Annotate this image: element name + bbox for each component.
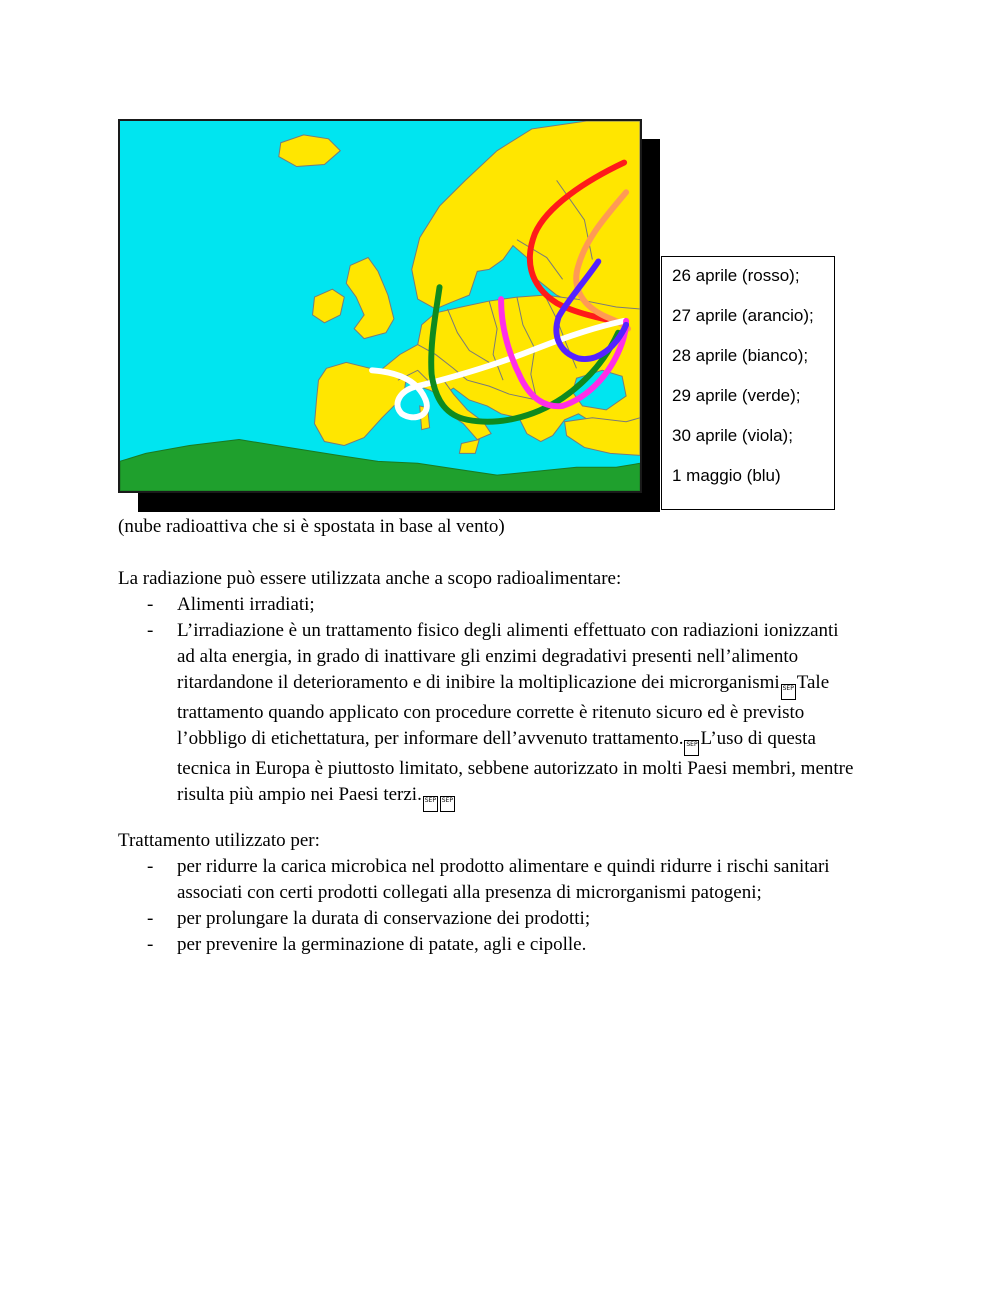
bullet-dash: - [147, 594, 154, 615]
bullet-dash: - [147, 934, 154, 955]
section1-list [118, 592, 888, 812]
list-item-text: per prevenire la germinazione di patate, agli e cipolle. [177, 934, 587, 955]
list-item-line: risulta più ampio nei Paesi terzi. [177, 784, 422, 805]
sicily-land [459, 440, 479, 454]
list-item-line: ritardandone il deterioramento e di inibire la moltiplicazione dei microrganismi [177, 672, 780, 693]
legend-item-blue: 1 maggio (blu) [672, 466, 781, 485]
section2-intro: Trattamento utilizzato per: [118, 830, 320, 851]
legend-item-white: 28 aprile (bianco); [672, 346, 809, 365]
legend-item-red: 26 aprile (rosso); [672, 266, 800, 285]
sep-glyph-icon: SEP [781, 684, 796, 700]
north-africa-land [120, 440, 640, 491]
legend-item-orange: 27 aprile (arancio); [672, 306, 814, 325]
list-item-line: L’uso di questa [700, 728, 816, 749]
list-item-line: ad alta energia, in grado di inattivare gli enzimi degradativi presenti nell’alimento [177, 646, 799, 667]
map-caption: (nube radioattiva che si è spostata in base al vento) [118, 516, 505, 537]
list-item [118, 854, 888, 906]
list-item-line: tecnica in Europa è piuttosto limitato, sebbene autorizzato in molti Paesi membri, mentre [177, 758, 854, 779]
list-item-text: Alimenti irradiati; [177, 594, 315, 615]
sep-glyph-icon: SEP [423, 796, 438, 812]
bullet-dash: - [147, 908, 154, 929]
list-item-line: Tale [796, 672, 830, 693]
legend-item-green: 29 aprile (verde); [672, 386, 801, 405]
list-item [118, 906, 888, 932]
section2-list [118, 854, 888, 958]
list-item [118, 592, 888, 618]
ireland-land [313, 289, 345, 323]
list-item-line: associati con certi prodotti collegati alla presenza di microrganismi patogeni; [177, 882, 762, 903]
anatolia-land [565, 418, 640, 456]
great-britain-land [346, 258, 394, 339]
list-item [118, 618, 888, 812]
europe-map-figure [118, 119, 663, 515]
list-item-line: L’irradiazione è un trattamento fisico degli alimenti effettuato con radiazioni ionizzanti [177, 620, 839, 641]
list-item-line: l’obbligo di etichettatura, per informare dell’avvenuto trattamento. [177, 728, 684, 749]
list-item-line: trattamento quando applicato con procedure corrette è ritenuto sicuro ed è previsto [177, 702, 805, 723]
bullet-dash: - [147, 620, 154, 641]
bullet-dash: - [147, 856, 154, 877]
sep-glyph-icon: SEP [440, 796, 455, 812]
sep-glyph-icon: SEP [684, 740, 699, 756]
list-item-line: per ridurre la carica microbica nel prodotto alimentare e quindi ridurre i rischi sanitari [177, 856, 830, 877]
legend-item-violet: 30 aprile (viola); [672, 426, 793, 445]
europe-map [118, 119, 642, 493]
legend-textbox [661, 256, 835, 510]
section1-intro: La radiazione può essere utilizzata anche a scopo radioalimentare: [118, 568, 622, 589]
iceland-land [279, 135, 341, 167]
list-item [118, 932, 888, 958]
list-item-text: per prolungare la durata di conservazione dei prodotti; [177, 908, 591, 929]
